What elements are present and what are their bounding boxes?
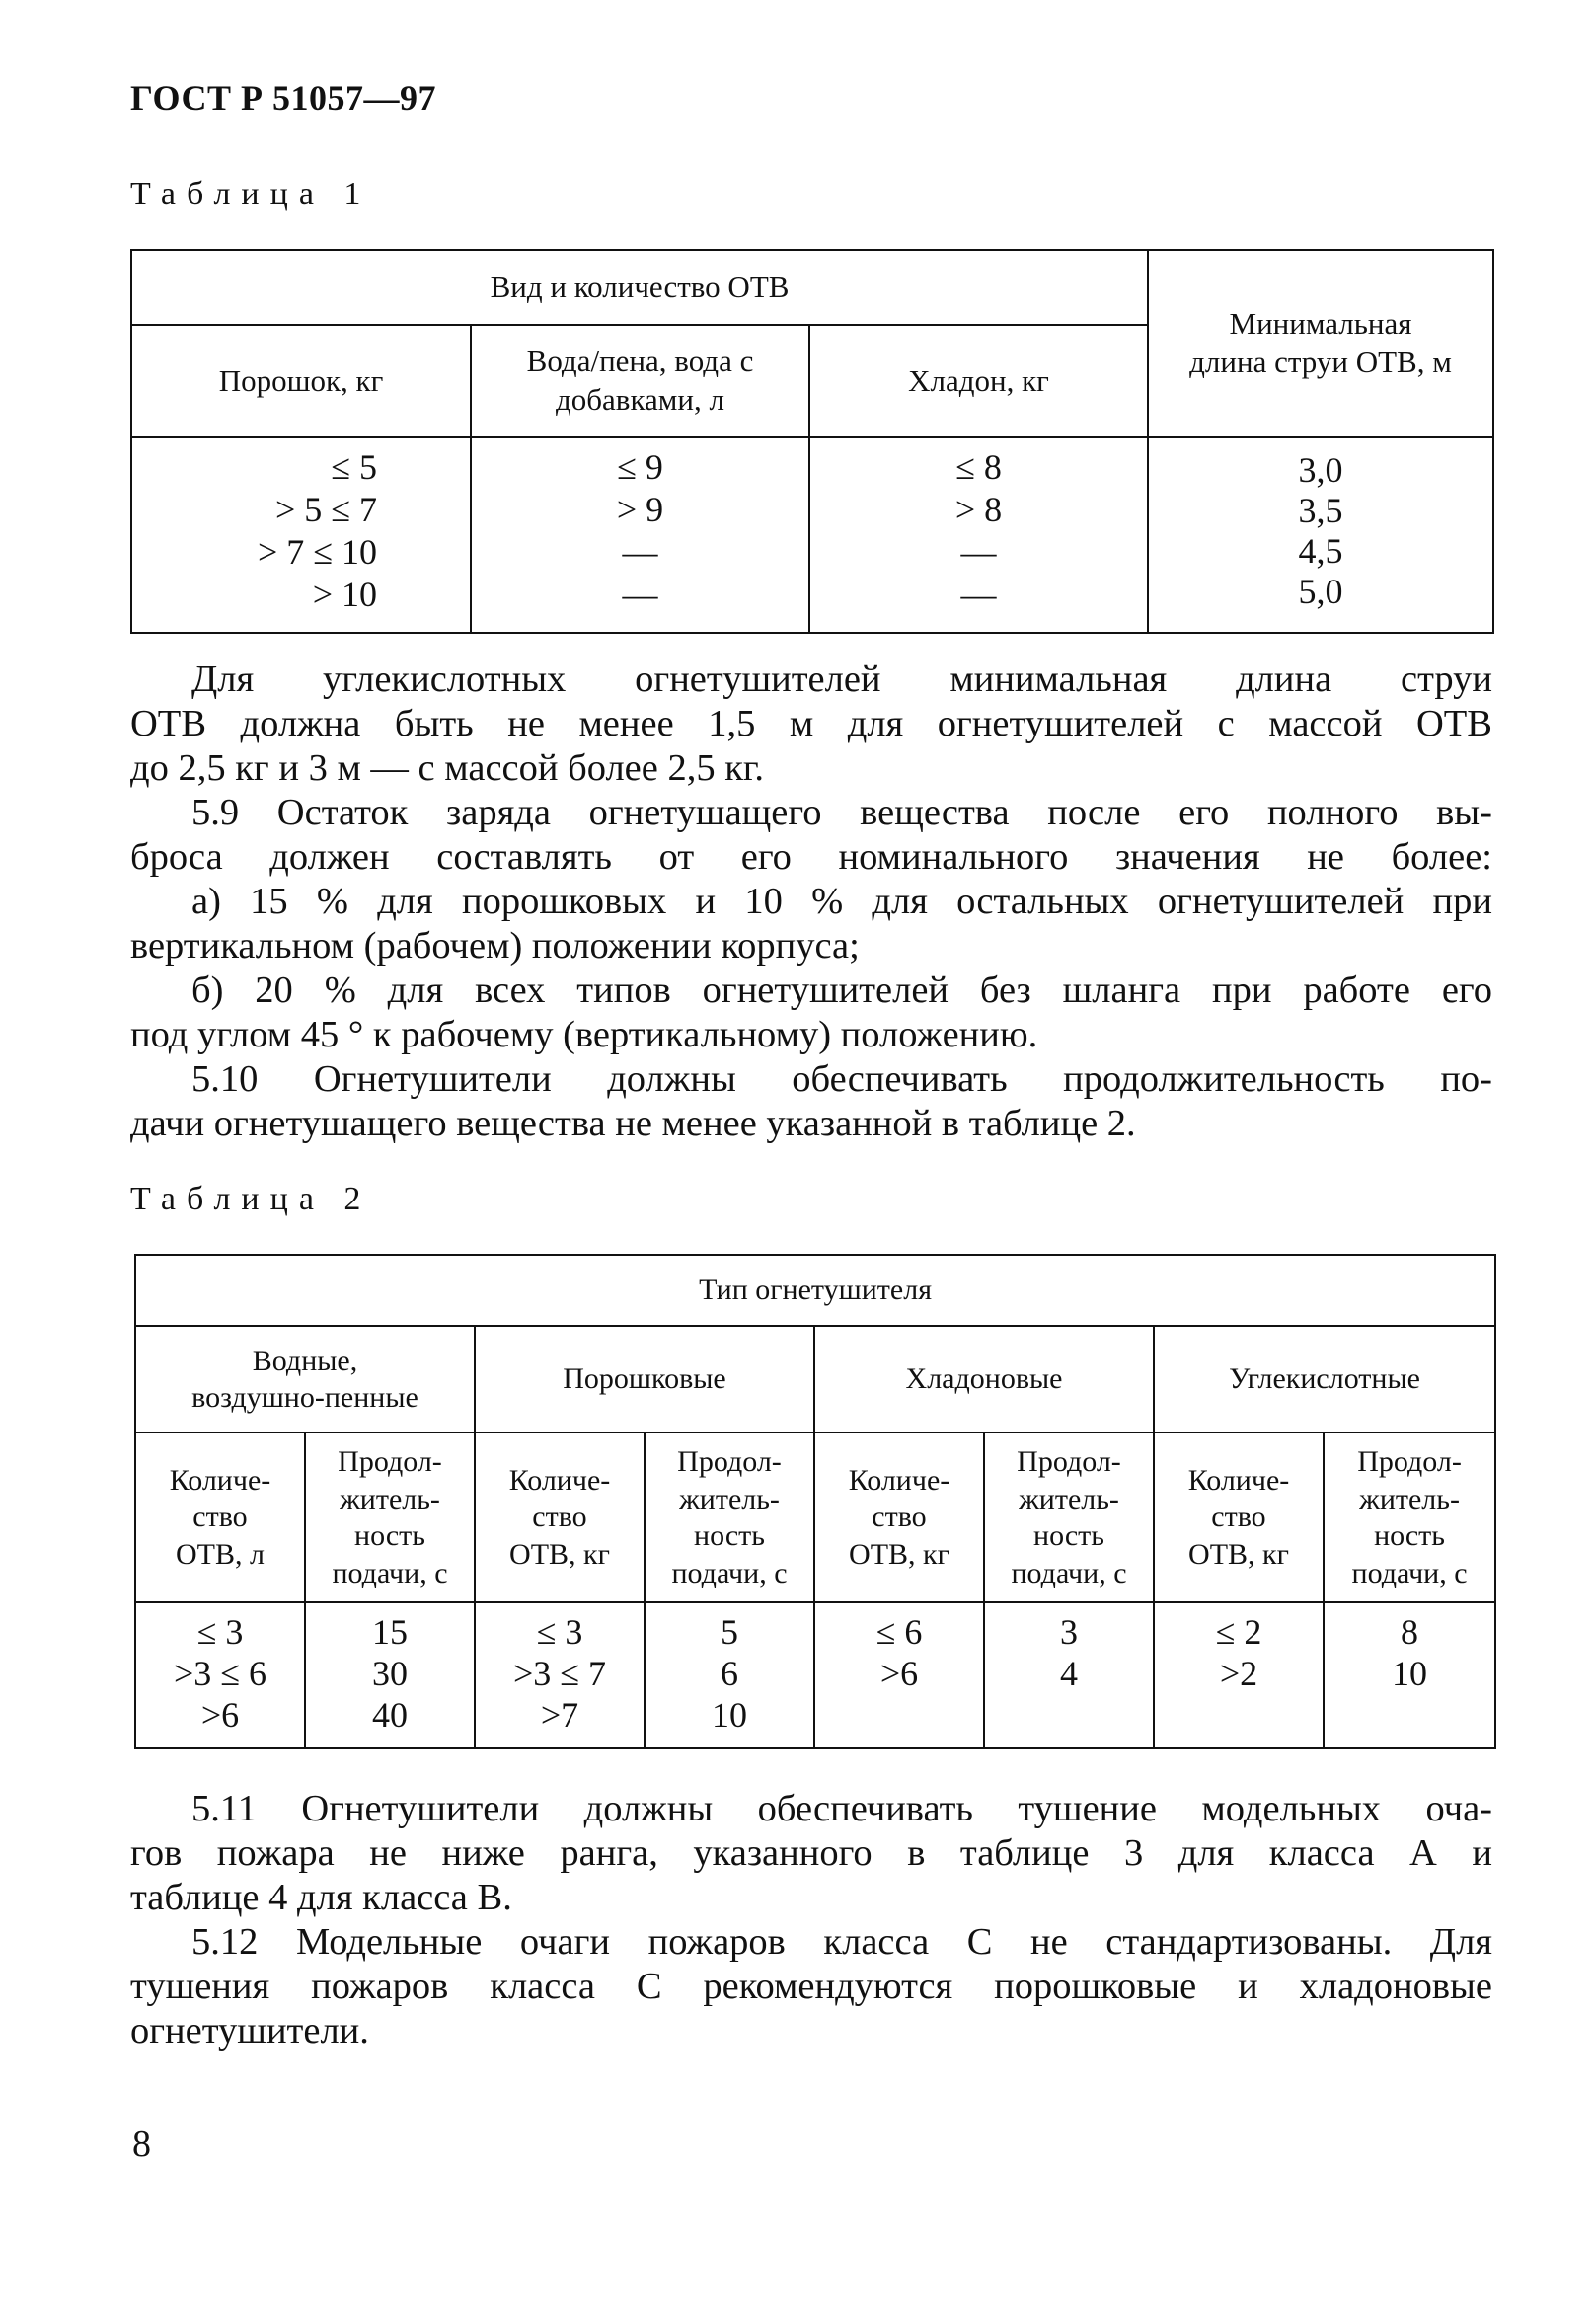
table2-duration-values: 5 6 10 bbox=[645, 1602, 814, 1748]
paragraph-5-9-b: б) 20 % для всех типов огнетушителей без шланга при работе его под углом 45 ° к рабочему (вертикальному) положению. bbox=[130, 969, 1492, 1055]
table2-qty-header: Количе- ство ОТВ, л bbox=[135, 1433, 305, 1602]
paragraph-5-9-a: а) 15 % для порошковых и 10 % для остальных огнетушителей при вертикальном (рабочем) положении корпуса; bbox=[130, 881, 1492, 967]
document-header: ГОСТ Р 51057—97 bbox=[130, 78, 436, 117]
paragraph-5-9: 5.9 Остаток заряда огнетушащего вещества после его полного вы- броса должен составлять от его номинального значения не более: bbox=[130, 792, 1492, 878]
table2-qty-header: Количе- ство ОТВ, кг bbox=[475, 1433, 645, 1602]
table2-type-co2: Углекислотные bbox=[1154, 1326, 1495, 1433]
table2-qty-values: ≤ 3 >3 ≤ 6 >6 bbox=[135, 1602, 305, 1748]
table1-water-header: Вода/пена, вода с добавками, л bbox=[471, 325, 809, 437]
paragraph-5-11: 5.11 Огнетушители должны обеспечивать тушение модельных оча- гов пожара не ниже ранга, указанного в таблице 3 для класса А и таблице 4 для класса В. bbox=[130, 1788, 1492, 1918]
table1-group-header: Вид и количество ОТВ bbox=[131, 250, 1148, 325]
table1-length-header: Минимальная длина струи ОТВ, м bbox=[1148, 250, 1493, 437]
paragraph-5-12: 5.12 Модельные очаги пожаров класса С не стандартизованы. Для тушения пожаров класса С рекомендуются порошковые и хладоновые огнетушители. bbox=[130, 1921, 1492, 2052]
table1-length-values: 3,0 3,5 4,5 5,0 bbox=[1148, 437, 1493, 633]
page-number: 8 bbox=[132, 2124, 151, 2165]
table1-halon-header: Хладон, кг bbox=[809, 325, 1148, 437]
paragraph-co2-length: Для углекислотных огнетушителей минимальная длина струи ОТВ должна быть не менее 1,5 м для огнетушителей с массой ОТВ до 2,5 кг и 3 м — с массой более 2,5 кг. bbox=[130, 658, 1492, 789]
table2-qty-header: Количе- ство ОТВ, кг bbox=[1154, 1433, 1324, 1602]
table2-type-water: Водные, воздушно-пенные bbox=[135, 1326, 475, 1433]
table2-duration-header: Продол- житель- ность подачи, с bbox=[1324, 1433, 1495, 1602]
table2-qty-values: ≤ 6 >6 bbox=[814, 1602, 984, 1748]
table2-duration-values: 3 4 bbox=[984, 1602, 1154, 1748]
table1 bbox=[130, 249, 1494, 634]
table2-caption: Таблица 2 bbox=[130, 1181, 372, 1217]
table2-type-powder: Порошковые bbox=[475, 1326, 814, 1433]
table2-qty-values: ≤ 2 >2 bbox=[1154, 1602, 1324, 1748]
table2-qty-values: ≤ 3 >3 ≤ 7 >7 bbox=[475, 1602, 645, 1748]
table1-caption: Таблица 1 bbox=[130, 176, 372, 212]
table2-duration-values: 15 30 40 bbox=[305, 1602, 475, 1748]
table2-group-header: Тип огнетушителя bbox=[135, 1255, 1495, 1326]
table2-duration-header: Продол- житель- ность подачи, с bbox=[645, 1433, 814, 1602]
table1-halon-values: ≤ 8 > 8 — — bbox=[809, 437, 1148, 633]
table2-type-halon: Хладоновые bbox=[814, 1326, 1154, 1433]
table2-duration-header: Продол- житель- ность подачи, с bbox=[984, 1433, 1154, 1602]
table1-water-values: ≤ 9 > 9 — — bbox=[471, 437, 809, 633]
table1-powder-header: Порошок, кг bbox=[131, 325, 471, 437]
table1-powder-values: ≤ 5 > 5 ≤ 7 > 7 ≤ 10 > 10 bbox=[131, 437, 471, 633]
table2-duration-values: 8 10 bbox=[1324, 1602, 1495, 1748]
table2-duration-header: Продол- житель- ность подачи, с bbox=[305, 1433, 475, 1602]
paragraph-5-10: 5.10 Огнетушители должны обеспечивать продолжительность по- дачи огнетушащего вещества не менее указанной в таблице 2. bbox=[130, 1058, 1492, 1144]
table2 bbox=[134, 1254, 1496, 1749]
table2-qty-header: Количе- ство ОТВ, кг bbox=[814, 1433, 984, 1602]
